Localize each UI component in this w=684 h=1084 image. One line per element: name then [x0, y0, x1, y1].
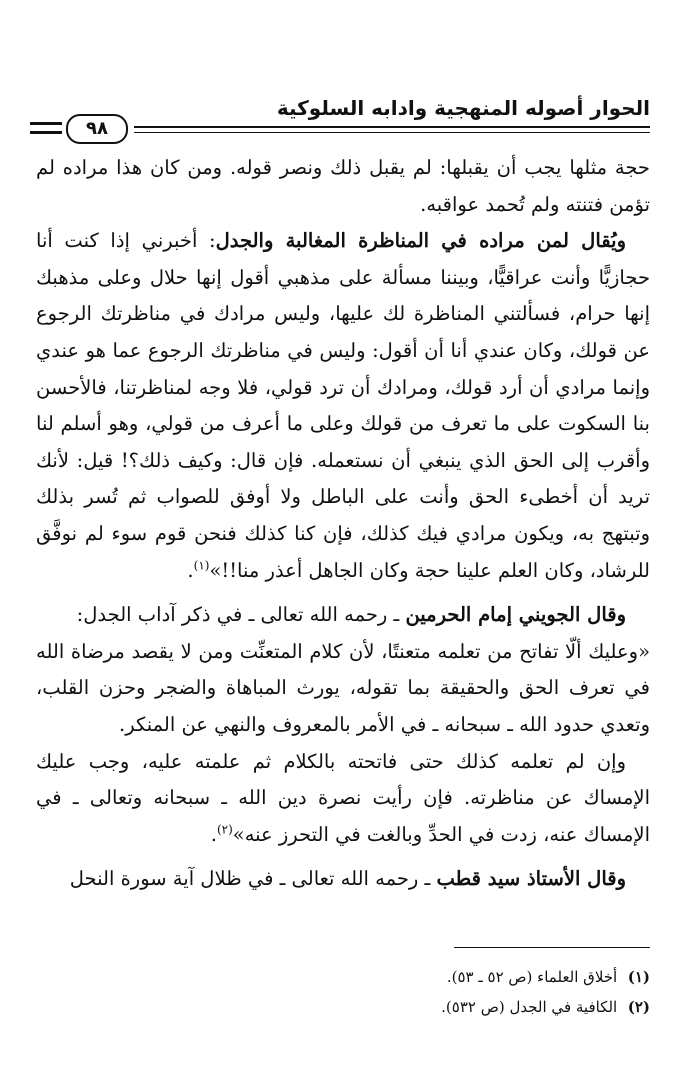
- footnote-rule: [454, 947, 650, 948]
- paragraph-lead: ويُقال لمن مراده في المناظرة المغالبة والجدل: [215, 229, 626, 253]
- footnote-number: (٢): [627, 998, 650, 1016]
- footnote: [60, 962, 650, 992]
- footnote-ref: (٢): [216, 822, 233, 837]
- quote-text: «وعليك ألّا تفاتح من تعلمه متعنتًا، لأن كلام المتعنِّت ومن لا يقصد مرضاة الله في تعرف الحق والحقيقة بما تقوله، يورث المباهاة والضجر وحزن القلب، وتعدي حدود الله ـ سبحانه ـ في الأمر بالمعروف والنهي عن المنكر.: [36, 639, 650, 736]
- paragraph-text: حجة مثلها يجب أن يقبلها: لم يقبل ذلك ونصر قوله. ومن كان هذا مراده لم تؤمن فتنته ولم تُحمد عواقبه.: [36, 156, 650, 216]
- page-number-ornament-bar: [30, 122, 62, 125]
- main-text: [36, 150, 650, 898]
- footnote-text: أخلاق العلماء (ص ٥٢ ـ ٥٣).: [446, 968, 618, 986]
- footnote-ref: (١): [193, 558, 210, 573]
- footnotes: [60, 962, 650, 1022]
- paragraph: وإن لم تعلمه كذلك حتى فاتحته بالكلام ثم علمته عليه، وجب عليك الإمساك عن مناظرته. فإن رأيت نصرة دين الله ـ سبحانه وتعالى ـ في الإمساك عنه، زدت في الحدِّ وبالغت في التحرز عنه»$^{(٢)}$.: [36, 749, 650, 846]
- paragraph-text: ـ رحمه الله تعالى ـ في ذكر آداب الجدل:: [76, 603, 400, 627]
- footnote-text: الكافية في الجدل (ص ٥٣٢).: [441, 998, 618, 1016]
- header-rule-thin: [134, 132, 650, 133]
- header-rule: [134, 126, 650, 128]
- paragraph: [36, 861, 650, 898]
- paragraph-text: ـ رحمه الله تعالى ـ في ظلال آية سورة النحل: [69, 867, 431, 891]
- footnote: [60, 992, 650, 1022]
- running-header-title: الحوار أصوله المنهجية وادابه السلوكية: [276, 96, 650, 120]
- paragraph-lead: وقال الجويني إمام الحرمين: [405, 603, 626, 627]
- paragraph: [36, 597, 650, 634]
- page-number: ٩٨: [66, 114, 128, 144]
- paragraph-text: وإن لم تعلمه كذلك حتى فاتحته بالكلام ثم علمته عليه، وجب عليك الإمساك عن مناظرته. فإن رأيت نصرة دين الله ـ سبحانه وتعالى ـ في الإمساك عنه، زدت في الحدِّ وبالغت في التحرز عنه»: [36, 749, 650, 846]
- paragraph: ويُقال لمن مراده في المناظرة المغالبة والجدل: أخبرني إذا كنت أنا حجازيًّا وأنت عراقيًّا، وبيننا مسألة على مذهبي أقول إنها حلال وعلى مذهبك إنها حرام، فسألتني المناظرة لك عليها، وليس مرادك في مناظرتك الرجوع عن قولك، وكان عندي أنا أن أقول: وليس في مناظرتك الرجوع عما هو عندي وإنما مرادي أن أرد قولك، ومرادك أن ترد قولي، فلا وجه لمناظرتنا، فالأحسن بنا السكوت على ما تعرف من قولك وعلى ما أعرف من قولي، وهو أسلم لنا وأقرب إلى الحق الذي ينبغي أن نستعمله. فإن قال: وكيف ذلك؟! قيل: لأنك تريد أن أخطىء الحق وأنت على الباطل ولا أوفق للصواب ثم تُسر بذلك وتبتهج به، ويكون مرادي فيك كذلك، فإن كنا كذلك فنحن قوم سوء لم نوفَّق للرشاد، وكان العلم علينا حجة وكان الجاهل أعذر منا!!»$^{(١)}$.: [36, 229, 651, 582]
- paragraph: [36, 634, 650, 744]
- running-header: [30, 92, 650, 144]
- paragraph: [36, 150, 650, 223]
- footnote-number: (١): [627, 968, 650, 986]
- page-number-ornament-bar: [30, 131, 62, 134]
- paragraph-lead: وقال الأستاذ سيد قطب: [436, 867, 626, 891]
- paragraph-text: : أخبرني إذا كنت أنا حجازيًّا وأنت عراقيًّا، وبيننا مسألة على مذهبي أقول إنها حلال وعلى مذهبك إنها حرام، فسألتني المناظرة لك عليها، وليس مرادك في مناظرتك الرجوع عن قولك، وكان عندي أنا أن أقول: وليس في مناظرتك الرجوع عما هو عندي وإنما مرادي أن أرد قولك، ومرادك أن ترد قولي، فلا وجه لمناظرتنا، فالأحسن بنا السكوت على ما تعرف من قولك وعلى ما أعرف من قولي، وهو أسلم لنا وأقرب إلى الحق الذي ينبغي أن نستعمله. فإن قال: وكيف ذلك؟! قيل: لأنك تريد أن أخطىء الحق وأنت على الباطل ولا أوفق للصواب ثم تُسر بذلك وتبتهج به، ويكون مرادي فيك كذلك، فإن كنا كذلك فنحن قوم سوء لم نوفَّق للرشاد، وكان العلم علينا حجة وكان الجاهل أعذر منا!!»: [36, 229, 651, 582]
